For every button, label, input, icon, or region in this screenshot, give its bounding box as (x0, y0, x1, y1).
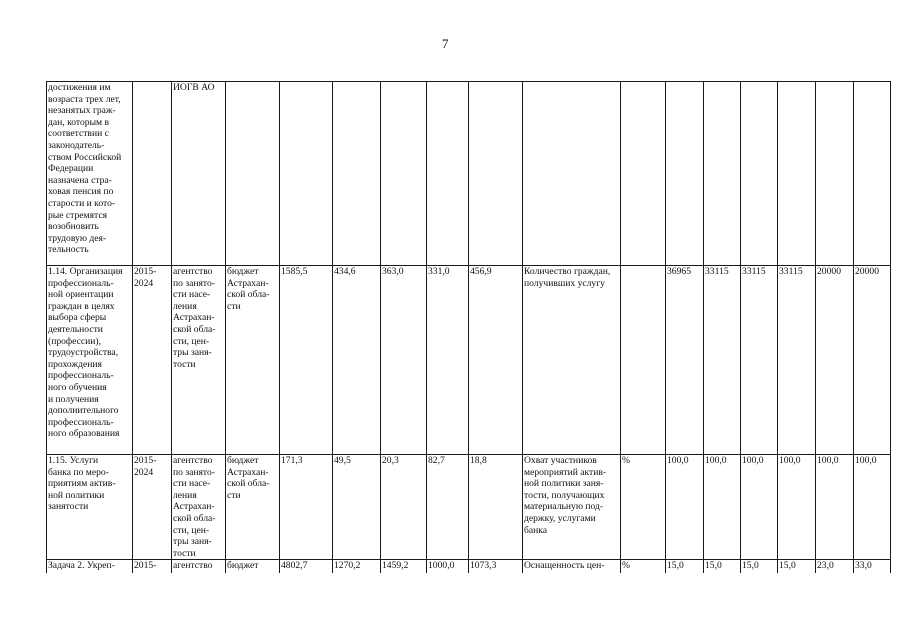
unit-cell (621, 266, 666, 455)
indicator-value-cell: 15,0 (704, 560, 741, 574)
funding-year-cell: 434,6 (333, 266, 381, 455)
funding-year-cell: 82,7 (427, 455, 469, 560)
period-cell: 2015- 2024 (133, 266, 172, 455)
funding-year-cell: 20,3 (381, 455, 427, 560)
funding-source-cell (226, 82, 280, 266)
executor-cell: агентство по занято- сти насе- ления Астрахан- ской обла- сти, цен- тры заня- тости (172, 455, 226, 560)
indicator-value-cell (704, 82, 741, 266)
indicator-cell (523, 82, 621, 266)
indicator-cell: Количество граждан, получивших услугу (523, 266, 621, 455)
indicator-value-cell: 33115 (741, 266, 778, 455)
indicator-cell: Охват участников мероприятий актив- ной политики заня- тости, получающих материальную под- держку, услугами банка (523, 455, 621, 560)
funding-year-cell: 1073,3 (469, 560, 523, 574)
funding-source-cell: бюджет (226, 560, 280, 574)
indicator-value-cell: 100,0 (816, 455, 854, 560)
period-cell (133, 82, 172, 266)
page-number: 7 (442, 36, 449, 51)
measure-name-cell: 1.15. Услуги банка по меро- приятиям актив- ной политики занятости (47, 455, 133, 560)
indicator-value-cell: 100,0 (666, 455, 704, 560)
unit-cell: % (621, 560, 666, 574)
funding-year-cell: 1270,2 (333, 560, 381, 574)
funding-total-cell: 1585,5 (280, 266, 333, 455)
indicator-value-cell: 20000 (816, 266, 854, 455)
funding-year-cell (333, 82, 381, 266)
indicator-value-cell (666, 82, 704, 266)
indicator-cell: Оснащенность цен- (523, 560, 621, 574)
funding-year-cell: 18,8 (469, 455, 523, 560)
indicator-value-cell: 33115 (704, 266, 741, 455)
indicator-value-cell (778, 82, 816, 266)
funding-source-cell: бюджет Астрахан- ской обла- сти (226, 266, 280, 455)
table-row (47, 266, 891, 455)
funding-year-cell: 1459,2 (381, 560, 427, 574)
indicator-value-cell: 36965 (666, 266, 704, 455)
indicator-value-cell: 33115 (778, 266, 816, 455)
indicator-value-cell: 100,0 (854, 455, 891, 560)
funding-year-cell: 456,9 (469, 266, 523, 455)
unit-cell (621, 82, 666, 266)
period-cell: 2015- 2024 (133, 455, 172, 560)
indicator-value-cell: 15,0 (666, 560, 704, 574)
funding-year-cell (427, 82, 469, 266)
measure-name-cell: Задача 2. Укреп- (47, 560, 133, 574)
indicator-value-cell: 33,0 (854, 560, 891, 574)
indicator-value-cell (854, 82, 891, 266)
indicator-value-cell: 15,0 (778, 560, 816, 574)
indicator-value-cell: 23,0 (816, 560, 854, 574)
funding-total-cell: 4802,7 (280, 560, 333, 574)
funding-source-cell: бюджет Астрахан- ской обла- сти (226, 455, 280, 560)
indicator-value-cell: 20000 (854, 266, 891, 455)
indicator-value-cell (816, 82, 854, 266)
indicator-value-cell: 100,0 (778, 455, 816, 560)
executor-cell: агентство по занято- сти насе- ления Астрахан- ской обла- сти, цен- тры заня- тости (172, 266, 226, 455)
indicator-value-cell: 15,0 (741, 560, 778, 574)
funding-year-cell: 1000,0 (427, 560, 469, 574)
funding-year-cell: 49,5 (333, 455, 381, 560)
table-row (47, 455, 891, 560)
program-measures-table (46, 81, 891, 573)
executor-cell: агентство (172, 560, 226, 574)
indicator-value-cell: 100,0 (741, 455, 778, 560)
funding-total-cell: 171,3 (280, 455, 333, 560)
measure-name-cell: достижения им возраста трех лет, незанятых граж- дан, которым в соответствии с законодатель- ством Российской Федерации назначена стра- ховая пенсия по старости и кото- рые стремятся возобновить трудовую дея- тельность (47, 82, 133, 266)
indicator-value-cell: 100,0 (704, 455, 741, 560)
funding-year-cell (381, 82, 427, 266)
period-cell: 2015- (133, 560, 172, 574)
funding-year-cell: 363,0 (381, 266, 427, 455)
measure-name-cell: 1.14. Организация профессиональ- ной ориентации граждан в целях выбора сферы деятельности (профессии), трудоустройства, прохождения профессиональ- ного обучения и получения дополнительного профессиональ- ного образования (47, 266, 133, 455)
funding-total-cell (280, 82, 333, 266)
executor-cell: ИОГВ АО (172, 82, 226, 266)
funding-year-cell (469, 82, 523, 266)
table-row (47, 82, 891, 266)
indicator-value-cell (741, 82, 778, 266)
funding-year-cell: 331,0 (427, 266, 469, 455)
table-row (47, 560, 891, 574)
unit-cell: % (621, 455, 666, 560)
